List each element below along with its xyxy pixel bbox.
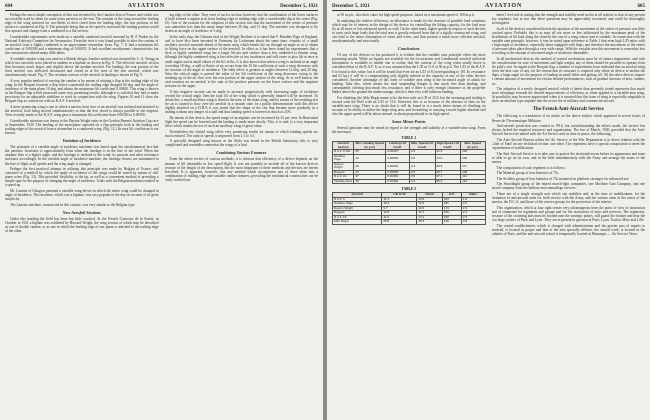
table-cell: Handley Page [333,202,382,207]
table-cell: Handley Page [333,154,354,162]
paragraph: In all of the devices considered herein the question of the movement of the center of pressure was little touched upon. Probably this is as may all are more or less influenced by the maximum peak of the distribution of lift load along the chord in the case of a wing whose area is variable. In connection with the variable area principle, however, it was be noted upon reference to Table 1 that even high L/D ratios with a high angle of incidence, especially those equipped with flaps, and therefore the movement of the center of pressure takes place through a very wide range. With the variable area this movement is somewhat less according to the amount of increased angle of incidence obtainable. [491,26,645,56]
table-cell: 44 [354,170,386,175]
table-cell: 117 [461,162,485,170]
running-header [332,3,645,11]
table-cell: 108 [461,170,485,175]
table-cell: Dayton Wright [333,162,354,170]
table-header-cell: Max. Speed (m.p.h.) [461,142,485,150]
paragraph: The Anti-Aircraft Bureau within the Air Service of the War Department is in direct relation with the Chief of Staff on one technical section; one other. The regiments have a special composition to meet the requirements of mobilization. [491,137,645,151]
paragraph: In all mechanical devices the method of control mechanism must be of utmost importance, and with the consideration for ease of movement and light weight, any of them should be possible to operate from the pilot's seat. In regard to the Breguet flap, a number of experiments have indicated that an aerofoil wing often the best case of any, for the reason that its structure is required only when its device to incline the flaps; a large angle for the purpose of landing in small fields and getting off. All the other devices require a certain amount of movement for certain desired performances, such as gradual increase of area, camber, etc. [491,56,645,86]
table-cell: 12.0 [417,202,443,207]
table-cell: 0.00367 [386,150,410,155]
table-cell: 15.5 [417,220,443,225]
data-table-2 [332,192,486,225]
table-cell: 0.4 [409,162,435,170]
paragraph: The Material group of four batteries of 75s. [496,171,559,176]
table-header-cell: Min. Landing Speed (m.p.h.) [355,141,385,149]
table-cell: 131 [461,179,485,184]
table-cell: R.A.F. 6 Std. [333,150,354,155]
table-cell: 0.5 [409,154,435,162]
paragraph: Perhaps the first practical attempt in utilizing this principle was made by Belgian of France, and consisted of a method by which the angle of incidence of the wings could be varied by means of stiff piano wires (Fig. 13). This provided flexibility to the tip, as well as a convenient method of providing a simple spar for the purpose of changing the angle of incidence. Trials with the Belgian machine resulted in a speed up. [5,167,159,188]
table-cell: 10.4 [382,202,417,207]
table-cell: 0.5 [409,170,435,175]
table-cell: Breguet [333,170,354,175]
table-cell: 2.4 [461,211,485,216]
table-cell: 0.00360 [386,179,410,184]
right-column-1 [332,13,486,420]
table-cell: 0.00440 [386,162,410,170]
table-cell: 13.6 [417,197,443,202]
paragraph: If this negative suction can be made to increase progressively with increasing angle of incidence beyond the critical angle, then the total lift of the wing which is generally limited will be increased. To obtain this, a small auxiliary wing is fitted to the nose of the main wing, and by means of the resulting slot the air is caused to flow over the aerofoil in a smooth state. In a public demonstration with this device slightly attached on a D.H.9, it was stated that the shape of the slot flap became more gradually in a landing without any danger of a stall and thus landing speed is lowered as much as 25%. [164,89,318,115]
right-page [327,0,650,420]
paragraph: Anti-aircraft protection was created in 1914, but notwithstanding the efforts made, the service has always lacked the required resources and organization. The law of March, 1920, provided that the Anti-Aircraft Service be united with the Air Service and, in time of peace, the following: [491,124,645,137]
table-cell: 67.1 [435,175,461,180]
table-cell: Dayton Wright [333,206,382,211]
table-row [333,220,486,225]
table-cell: 11.9 [417,206,443,211]
paragraph: Considerable experiments were made on a variable cambered aerofoil invented by H. F. Parker by the National Advisory Committee for Aeronautics. From the tests it was found possible to alter the contour of an aerofoil from a highly cambered to an approximate streamline form. Fig. 7. It had a maximum lift coefficient of 0.00300 and a minimum drag of 0.00035. It had excellent aerodynamic characteristics but the construction offered many difficulties. [5,34,159,56]
issue-date: December 5, 1921 [332,4,370,9]
table-cell: 174 [442,206,461,211]
paragraph: Of any of the devices so far produced it is evident that the variable area principle offers the most promising results. While no figures are available for the Levavasseur and Camberoide aerofoil sufficient information is available to enable one to realize that the contour of the wing when totally down is considered that of the R.A.F. 6, so it was assumed that the L/D as 11.0 at 30 m.p.h. The L/D of the R.A.F. 6 is found to this value, but it will be found that even for an L/D of 8 (corresponding to 101 lb. resistance and 61 hp.) it will be a compromising only slightly inferior to the capacity of any of the other devices considered. Another advantage of this form of variable area wing is the increased angle of attack for landing. Take this, which means the total suspending flanges is that much less than landing, and consequently offering that much less resistance, and if there is only enough clearance of the propeller blades above the ground the undercarriage, which is then very well fashions landing. [332,53,486,94]
section-heading: Variation of Incidence [62,138,102,144]
table-cell: Aldo Regia [333,220,382,225]
issue-date: December 5, 1921 [280,4,318,9]
paragraph: From the above review of various methods, it is obvious that efficiency of a device depends on the amount of lift obtainable in low speed flight. It was not possible to include all of the known devices because of the length of the description, but the most important of these methods and devices are herein described. It is apparent, however, that any method which incorporates any of these ideas into a combination of trailing edge and variable camber features, providing the mechanical construction can be easily worked out. [164,157,318,182]
paragraph: Nevertheless the slotted wing offers very promising results by means of which landing speeds are much reduced. The ratio of speeds is improved from 2:1 to 3:1. [164,129,318,138]
table-cell: 11.0 [382,215,417,220]
table-cell: 0.00590 [386,154,410,162]
table-caption: TABLE 1 [401,136,417,141]
table-cell: 0.00460 [386,175,410,180]
data-table-1 [332,141,486,184]
paragraph: A specially designed wing known as the Alula was tested in the British laboratory; this is very complicated and resembles somewhat the wings of a bird. [164,139,318,148]
table-cell: 0.00500 [386,170,410,175]
table-cell: 9.7 [382,206,417,211]
paragraph: These are of a single strength unit which can mobilize and, at the time of mobilization, for the formation of anti-aircraft units for field service with the Army, and the various units of the zones of the interior, the D.C.A. and those of the reserve groups for the protection of the interior. [491,191,645,205]
table-cell: 10.8 [382,211,417,216]
running-header [5,3,318,11]
paragraph: ing edge of the other. They were of such a section, however, that the combination of the lower surfaces of both formed a regular arch from leading edge to trailing edge with a considerable dip at the center (Fig. 15). One of the reasons for the adoption of this section was that the movement of the center of pressure was somewhat less than the usual range between 20 deg. and 15 deg. The machine was designed to fly fastest at an angle of incidence of 3 deg. [164,13,318,34]
paragraph: Mr. Lamont of Glasgow patented a variable wing device in which the entire wing could be changed in angle of incidence. This machine, which was a biplane, was very popular in the day on account of its great simplicity. [5,189,159,202]
paragraph: Considerable attention was drawn to the Dayton Wright entry in the Gordon Bennett Aviation Cup race in September, 1920. The landing of the monoplane operated on a flap principle both at the leading and trailing edges of the aerofoil from a streamline to a cambered wing. (Fig. 12.) Its max lift coefficient is not known. [5,118,159,136]
left-column-2 [165,13,319,420]
page-number: 605 [637,4,645,9]
paragraph: The Lanzius machine, constructed in this country, was very similar to the Belgian type. [10,202,136,207]
table-row [333,154,486,162]
journal-title: AVIATION [127,3,166,9]
table-cell: 69.5 [435,162,461,170]
table-cell: 126 [442,220,461,225]
paragraph: This organization, which at four right senses very advantageous from the point of view of instruction and of command for regiments and groups and for the instruction of units and reserves. The regiments, because of the crowning aids must be located near the strategic points, will guard the frontier and near the two large centers of Paris and Lyon. They are at present in garrison at Paris, Lyon, Toulon, Metz and Lille. [491,205,645,223]
table-cell: 11.4 [382,197,417,202]
article-heading: The French Anti-Aircraft Service [532,107,604,113]
table-cell: 109 [461,150,485,155]
paragraph: A more promising wing is one in which a narrow front face of an aerofoil was inclined and attached to the aerofoil, both being moved simultaneously so that the new chord is always parallel to the original. Tests recently made of the R.A.F. wing gave a maximum lift coefficient from 0.00390 to 0.00500. [5,104,159,118]
table-header-cell: H.P. [442,193,461,198]
paragraph: The following is a translation of an article on the above subject which appeared in recent issues of Revue de l'Aeronautique Militaire: [491,114,645,123]
table-header-cell: Max. Speed Lift Coeff. [411,141,434,149]
left-page [0,0,323,420]
table-header-cell: Ratio [461,193,485,198]
paragraph: A variable camber wing was used on a British design. Another method was invented by C. A. Wragg in which two aerofoils were placed in tandem in a biplane as shown in Fig. 8. The effective aerofoil section thus becomes much larger, and slightly above the median aerofoil. For landing, the rear portion of the front aerofoil was deflected downward and closed in at the nose of the rear aerofoil, which was simultaneously raised. Fig. 9. The resultant contour of the aerofoil in landing is shown in Fig. 9. [5,56,159,78]
table-cell: 166 [442,211,461,216]
paragraph: The Searchlight group of the mixed search-light companies, one Machine Gun Company, and one mixed company from the balloon and camouflage services. [491,182,645,191]
paragraph: The composition of such regiment is as follows: [496,165,566,170]
table-cell: 46 [354,162,386,170]
paragraph: The adoption of a newly designed aerofoil which is better than presently found represents that much more advantage towards the desired improvement of efficiency as when applied to a variable-area wing. Its possibility may be more appreciated when it is asserted that this form of wing is especially adaptable to place an absolute type airplane into the active list of military and commercial aircraft. [491,87,645,104]
table-row [333,179,486,184]
table-cell: 2.8 [461,220,485,225]
paragraph: By means of this device, the speed range of an airplane can be increased by 25 per cent. In Horizontal flight the speed can be lowered and the landing is made more slowly. This, it is said, is a very important effect which makes the use of such an auxiliary wing of great value. [164,115,318,128]
table-header-cell: High Speed Lift Coeff. [436,141,459,149]
table-cell: Breguet [333,211,382,216]
table-cell: R.A.F. 19 [333,215,382,220]
table-cell: 181 [442,202,461,207]
table-cell: 55 [354,150,386,155]
table-cell: 2.6 [461,202,485,207]
paragraph: In analyzing the relative efficiency, no allowance is made for the increase of possible load variations which may be of interest in the design of the device for controlling the lifting capacity, for the load may fly at all more or less advanced speeds as well. On the other hand, higher speeds in respect of such devices to carry such large loads that the total area is greatly reduced from that of a rigidly constructed wing, and can tend to the entire elimination of struts and wires, and thus present a much more efficient aerofoil, aerodynamically and structurally. [332,18,486,44]
table-cell: 2.3 [461,215,485,220]
paragraph: Under this heading the field has been but little touched. At the French Concours de la Surete, in October in 1921 a biplane was exhibited by Howard Wright, the wing section of which may be described as one of double camber, or as one in which the leading edge of one plane is attached to the trailing edge of the other. [5,216,159,234]
table-cell: 47 [354,175,386,180]
page-number: 604 [5,4,13,9]
right-column-2 [492,13,646,420]
table-cell: 72.0 [435,154,461,162]
table-cell: 25.8 [382,220,417,225]
table-cell: 66.7 [435,170,461,175]
table-cell: 0.5 [409,150,435,155]
paragraph: times I feel safe in stating that the strength and stability need not be at all inferior to that of any present day airplanes, but in fact that these questions may be appreciably increased, and could be thoroughly investigated. [491,13,645,26]
table-cell: 2.3 [461,206,485,211]
table-cell: 42 [354,154,386,162]
paragraph: Perhaps the most simple conception of this was invented by the Camden firm of France and which was successfully used by them for some years previous to the war. The rotation of the wing around the leading edge of the wing surfaced for two-thirds of their chord from the leading edge, the rear portions of the surface is cambered on Fig. 6. The principle being that as the speed is increased the trailing portion would flex upward and change from a cambered to a flat section. [5,13,159,34]
section-heading: Combining Various Features [216,150,267,156]
table-cell: 0.3 [409,179,435,184]
table-cell: 163 [442,197,461,202]
section-heading: Some Minor Points [391,119,426,125]
table-cell: 12.7 [417,211,443,216]
table-header-cell: Climb [417,193,443,198]
table-cell: 0.6 [409,175,435,180]
table-cell: 14.1 [417,215,443,220]
table-header-cell: L/D at 50 [382,193,417,198]
section-heading: New Aerofoil Sections [62,209,101,215]
table-header-cell: Landing Lift Coeff. [386,142,410,150]
table-cell: 160 [442,215,461,220]
table-header-cell: Aerofoil Section [333,142,354,150]
paragraph: Several questions may be raised in regard to the strength and stability of a variable-area wing. From the necessary [332,126,486,135]
table-caption: TABLE 2 [401,187,417,192]
table-cell: 61.5 [435,150,461,155]
paragraph: at 50 m.p.h., also their value for high speed purposes, based on a maximum speed of 100 m.p.h. [337,13,475,17]
paragraph: The Artillery group of four batteries of 75s mounted on platform carriages for advanced use. [496,176,630,181]
table-cell: R.A.F. 19 [333,175,354,180]
table-cell: 38 [354,179,386,184]
table-cell: 86.0 [435,179,461,184]
paragraph: A very popular method of varying the camber is by means of rotating a flap in the trailing edge of the wing. In the Breguet fourteen a flap which constituted the trailing edge dropped 60 deg. and the angle of incidence of the main plane 10 deg. and obtain the maximum lift coefficient 0.00400. This wing is known as the Breguet flap which possessed some very promising results, although it is said that they had to make provisions for an adjustable stabilizer to work in conjunction with the wing. Figures 10 and 11 show the Breguet flap as carried out with an R.A.F. 6 aerofoil. [5,78,159,104]
paragraph: The Anti-Aircraft Service is to take care to protect the territorial towns before its appearance and must be able to go on its own, and in the field simultaneously with the Army and arrange the zones of the armies. [491,151,645,164]
journal-title: AVIATION [484,3,523,9]
table-cell: 106 [461,154,485,162]
paragraph: In the early days the Chanute trial of the Wright Brothers it is stated that F. Handley Page of England, said to have also been invented in Germany by Lachmann about the same time, consists of a small auxiliary aerofoil mounted ahead of the main wing which breaks the air through an angle so as to obtain its lifting force on the upper surface of the aerofoil. In effect as it has been found by experiments that a thick or highly cambered wing has a larger lift per unit surface than a less cambered or thinner wing, although the highly cambered wing is less effective at low incidences and will cease to give lift at once at small angles and at small values of the lift in lbs. It is also known that when a wing is inclined at an angle exceeding 18 deg., a stall or flutter of air occurs from the 16 lift coefficient of such a wing decreases with the increase of the angle of incidence. The eddy effect is greatest at angles between 12 deg. and 20 deg. After the critical angle is passed the value of the lift coefficient of the wing decreases owing to the breaking up of the air flow over the rear portion of the upper surface of the wing. As is well known, the total reaction on an aerofoil is the sum of the positive pressure on the lower surface and the negative pressure on the upper. [164,34,318,89]
section-heading: Conclusions [398,46,420,52]
left-column-1 [5,13,159,420]
table-cell: R.A.F. 6 [333,197,382,202]
paragraph: The central establishment, which is charged with administration and the greater part of repairs to material, is located in proper and that of the area specially defense, the central work, is located in the suburbs of Paris, and the anti-aircraft school is temporarily located at Montargis — Air Service News. [491,223,645,236]
paragraph: The principle of a variable angle of incidence machines was based upon the aerodynamical fact that the parasitic resistance is approximately least when the fuselage is in the line of the wind. When the airplane flies at a higher angle, and the fuselage is inclined to the wind, its parasite and other resistance increases accordingly. In the variable angle of incidence machine, the fuselage chassis are maintained in the line of flight at all speeds and the wing angle is changed. [5,145,159,166]
paragraph: For climbing, the Aldo Regia seems to be the best with an L/D of 25.8, but the sweeping and trailing is second with the Hoff with an L/D of 13.6. However, this is so because of the absence of data on the variable-area wing. There is no doubt that it will be found in it a much better means of climbing on account of its ability to utilize the large wing area, and in reaching or carrying a much higher absolute and also the upper speed will be about normal, or about proportional to its high speed. [332,95,486,116]
table-header-cell: Aerofoil [333,193,382,198]
table-cell: 113 [461,175,485,180]
table-cell: 1.8 [461,197,485,202]
table-cell: Variable Area [333,179,354,184]
